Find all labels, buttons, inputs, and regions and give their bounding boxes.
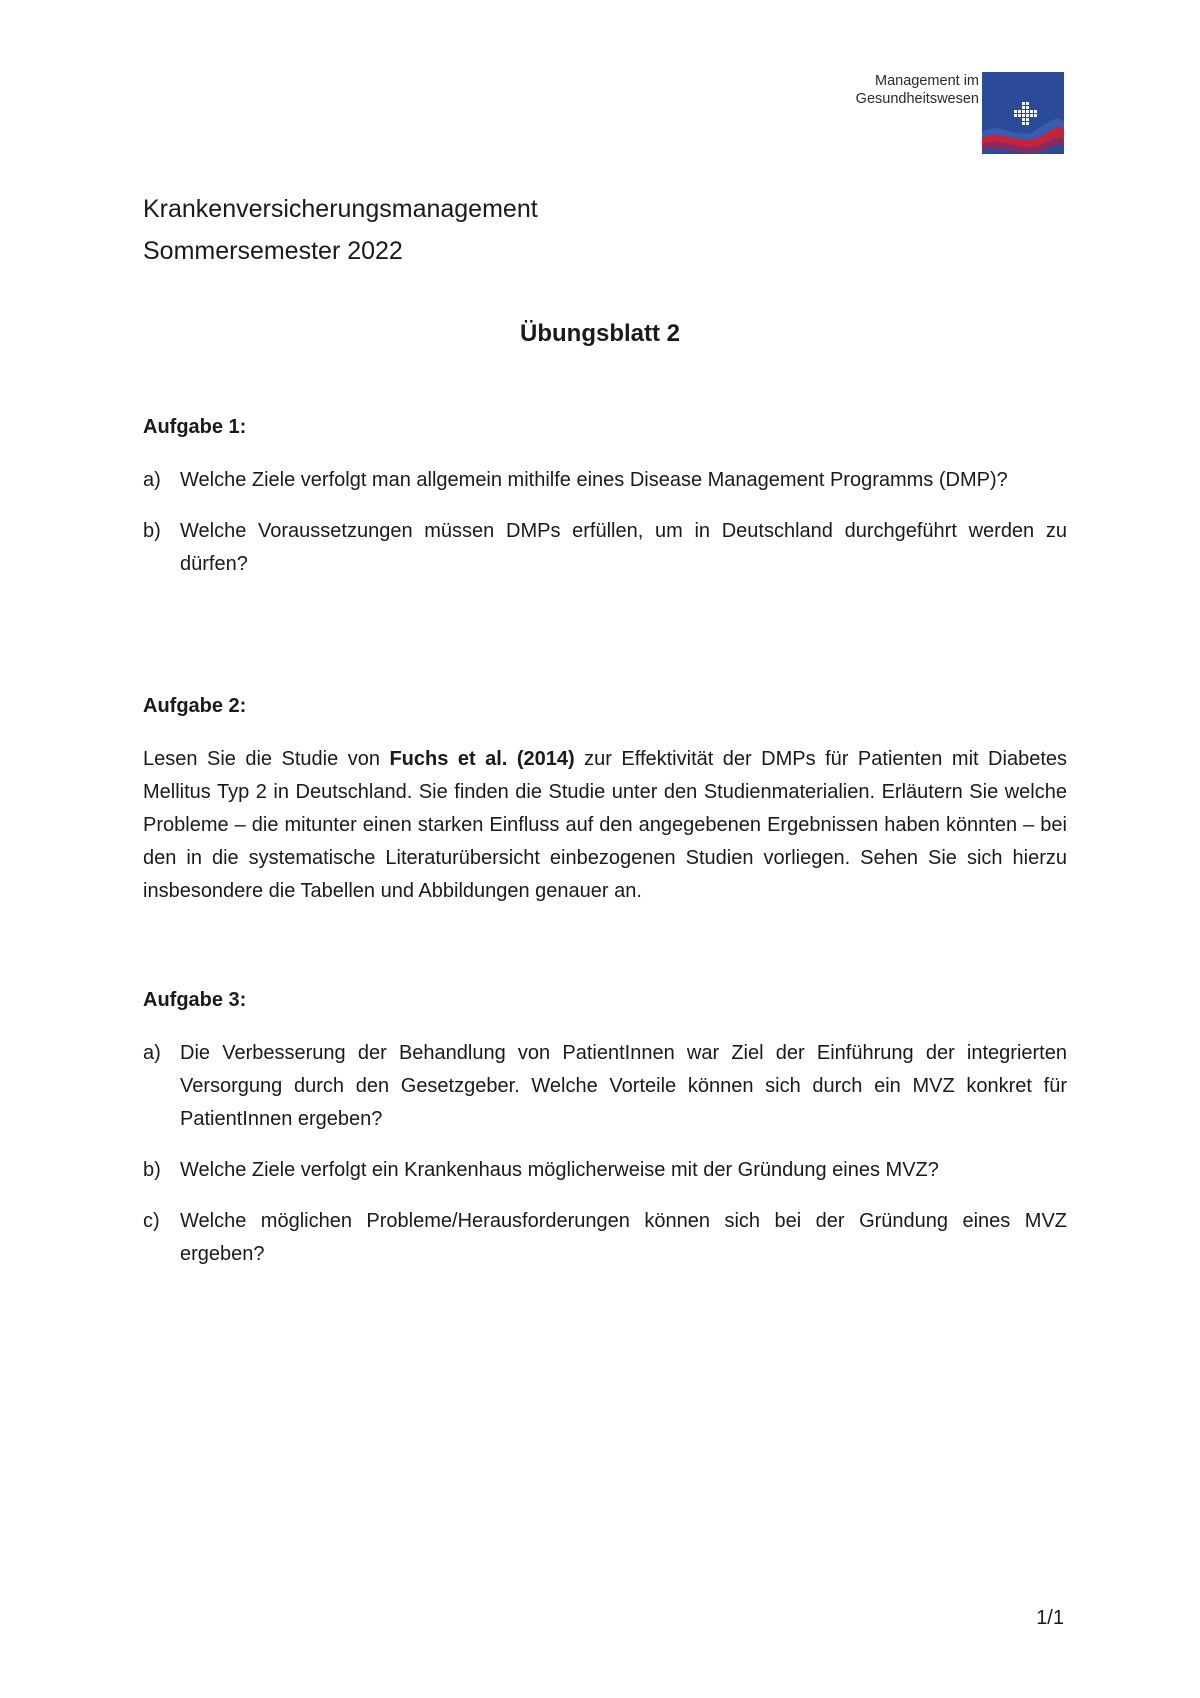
logo-text	[856, 72, 979, 108]
item-marker: c)	[143, 1210, 160, 1232]
task-2	[143, 690, 1067, 908]
item-text: Welche möglichen Probleme/Herausforderungen können sich bei der Gründung eines MVZ ergeben?	[180, 1210, 1067, 1265]
page-number: 1/1	[1036, 1607, 1064, 1629]
task-3	[143, 984, 1067, 1271]
logo-line-1: Management im	[875, 73, 979, 89]
course-semester: Sommersemester 2022	[143, 237, 403, 265]
task-3-item-b	[143, 1154, 1067, 1187]
task-3-item-a	[143, 1037, 1067, 1136]
task-2-text	[143, 743, 1067, 908]
item-marker: a)	[143, 1042, 161, 1064]
task-2-reference: Fuchs et al. (2014)	[389, 748, 575, 770]
item-text: Welche Voraussetzungen müssen DMPs erfüllen, um in Deutschland durchgeführt werden zu dürfen?	[180, 520, 1067, 575]
task-3-heading: Aufgabe 3:	[143, 989, 247, 1011]
logo-emblem-icon	[982, 72, 1064, 154]
logo-line-2: Gesundheitswesen	[855, 91, 979, 107]
item-marker: a)	[143, 469, 161, 491]
item-text: Welche Ziele verfolgt ein Krankenhaus möglicherweise mit der Gründung eines MVZ?	[180, 1159, 939, 1181]
task-1-item-b	[143, 515, 1067, 581]
task-1-heading: Aufgabe 1:	[143, 416, 247, 438]
task-1	[143, 411, 1067, 581]
task-2-body: zur Effektivität der DMPs für Patienten mit Diabetes Mellitus Typ 2 in Deutschland. Sie finden die Studie unter den Studienmaterialien. Erläutern Sie welche Probleme – die mitunter einen starken Einfluss auf den angegebenen Ergebnissen haben könnten – bei den in die systematische Literaturübersicht einbezogenen Studien vorliegen. Sehen Sie sich hierzu insbesondere die Tabellen und Abbildungen genauer an.	[143, 748, 1067, 902]
item-marker: b)	[143, 1159, 161, 1181]
sheet-title: Übungsblatt 2	[520, 320, 680, 347]
task-2-intro: Lesen Sie die Studie von	[143, 748, 380, 770]
task-3-item-c	[143, 1205, 1067, 1271]
task-1-item-a	[143, 464, 1067, 497]
institution-logo	[856, 72, 1064, 154]
course-title: Krankenversicherungsmanagement	[143, 195, 538, 223]
item-marker: b)	[143, 520, 161, 542]
item-text: Die Verbesserung der Behandlung von PatientInnen war Ziel der Einführung der integrierten Versorgung durch den Gesetzgeber. Welche Vorteile können sich durch ein MVZ konkret für PatientInnen ergeben?	[180, 1042, 1067, 1130]
course-header	[143, 188, 538, 272]
item-text: Welche Ziele verfolgt man allgemein mithilfe eines Disease Management Programms (DMP)?	[180, 469, 1008, 491]
task-2-heading: Aufgabe 2:	[143, 695, 247, 717]
